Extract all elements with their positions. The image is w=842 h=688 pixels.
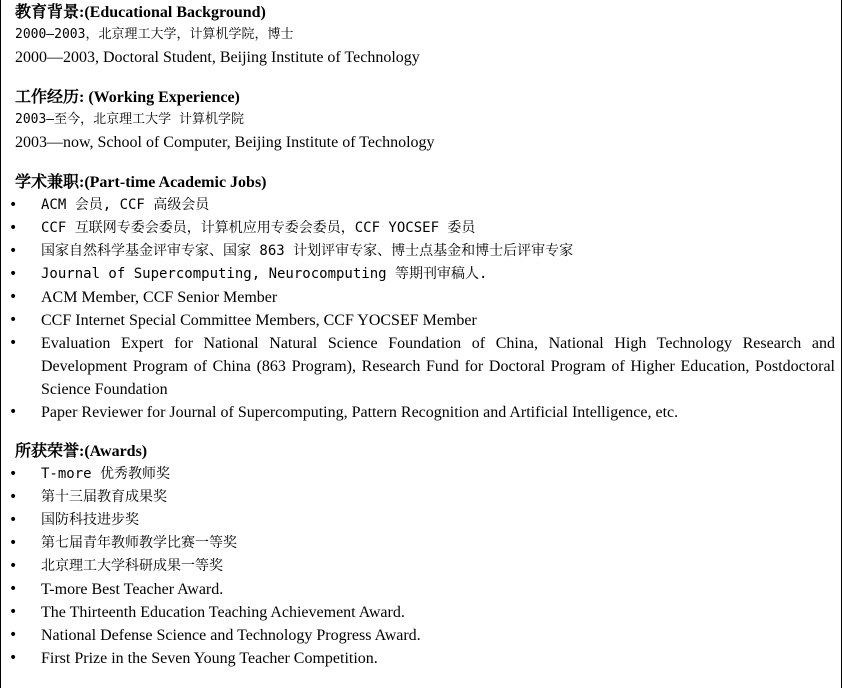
academic-item: • Paper Reviewer for Journal of Supercomputing, Pattern Recognition and Artificial Intelligence, etc. [15,401,835,424]
awards-section [15,441,835,670]
award-item: • First Prize in the Seven Young Teacher Competition. [15,647,835,670]
academic-item: • Journal of Supercomputing, Neurocomputing 等期刊审稿人. [15,263,835,286]
award-item: • T-more 优秀教师奖 [15,463,835,486]
education-line-en: 2000—2003, Doctoral Student, Beijing Institute of Technology [15,49,420,66]
academic-item: • Evaluation Expert for National Natural Science Foundation of China, National High Technology Research and Development Program of China (863 Program), Research Fund for Doctoral Program of Higher Education, Postdoctoral Science Foundation [15,332,835,401]
award-item: • 北京理工大学科研成果一等奖 [15,555,835,578]
award-item: • 国防科技进步奖 [15,509,835,532]
academic-item: • CCF 互联网专委会委员，计算机应用专委会委员，CCF YOCSEF 委员 [15,217,835,240]
work-line-cn: 2003—至今，北京理工大学 计算机学院 [15,112,244,127]
awards-list [15,463,835,670]
award-item: • 第十三届教育成果奖 [15,486,835,509]
work-section [15,87,835,155]
academic-item: • CCF Internet Special Committee Members, CCF YOCSEF Member [15,309,835,332]
academic-item: • ACM 会员, CCF 高级会员 [15,194,835,217]
education-section [15,2,835,70]
education-heading: 教育背景:(Educational Background) [15,4,266,21]
work-line-en: 2003—now, School of Computer, Beijing Institute of Technology [15,134,435,151]
academic-heading: 学术兼职:(Part-time Academic Jobs) [15,174,267,191]
award-item: • T-more Best Teacher Award. [15,578,835,601]
education-line-cn: 2000—2003，北京理工大学，计算机学院，博士 [15,27,294,42]
academic-list [15,194,835,424]
academic-item: • ACM Member, CCF Senior Member [15,286,835,309]
work-heading: 工作经历: (Working Experience) [15,89,240,106]
award-item: • The Thirteenth Education Teaching Achievement Award. [15,601,835,624]
academic-section [15,172,835,424]
awards-heading: 所获荣誉:(Awards) [15,443,148,460]
academic-item: • 国家自然科学基金评审专家、国家 863 计划评审专家、博士点基金和博士后评审专家 [15,240,835,263]
award-item: • National Defense Science and Technology Progress Award. [15,624,835,647]
award-item: • 第七届青年教师教学比赛一等奖 [15,532,835,555]
